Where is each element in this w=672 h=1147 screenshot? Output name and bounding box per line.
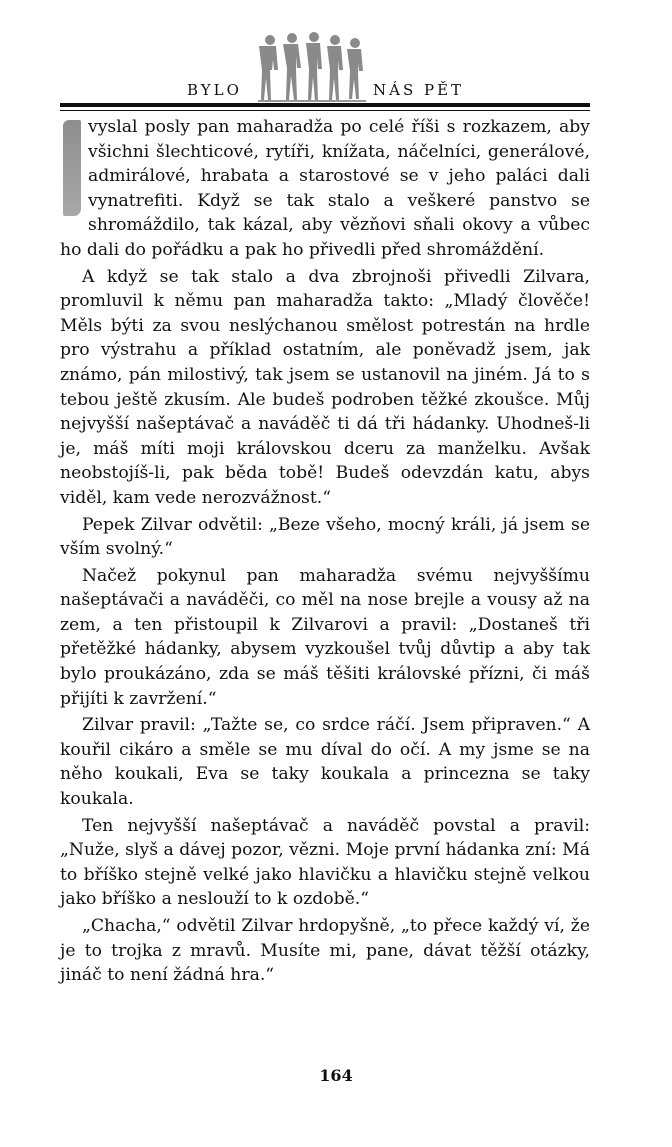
paragraph-text: vyslal posly pan maharadža po celé říši s rozkazem, aby všichni šlechticové, rytíři, knížata, náčelníci, generálové, admirálové, hrabata a starostové se v jeho paláci dali vynatrefiti. Když se tak stalo a veškeré panstvo se shromáždilo, tak kázal, aby vězňovi sňali okovy a vůbec ho dali do pořádku a pak ho přivedli před shromáždění.: [60, 117, 590, 260]
paragraph: A když se tak stalo a dva zbrojnoši přivedli Zilvara, promluvil k němu pan maharadža takto: „Mladý člověče! Měls býti za svou neslýchanou smělost potrestán na hrdle pro výstrahu a příklad ostatním, ale poněvadž jsem, jak známo, pán milostivý, tak jsem se ustanovil na jiném. Já to s tebou ještě zkusím. Ale budeš podroben těžké zkoušce. Můj nejvyšší našeptávač a naváděč ti dá tři hádanky. Uhodneš-li je, máš míti moji královskou dceru za manželku. Avšak neobstojíš-li, pak běda tobě! Budeš odevzdán katu, abys viděl, kam vede nerozvážnost.“: [60, 266, 590, 508]
paragraph: Načež pokynul pan maharadža svému nejvyššímu našeptávači a naváděči, co měl na nose brejle a vousy až na zem, a ten přistoupil k Zilvarovi a pravil: „Dostaneš tři přetěžké hádanky, abysem vyzkoušel tvůj důvtip a aby tak bylo proukázáno, zda se máš těšiti královské přízni, či máš přijíti k zavržení.“: [60, 565, 590, 709]
paragraph: „Chacha,“ odvětil Zilvar hrdopyšně, „to přece každý ví, že je to trojka z mravů. Musíte mi, pane, dávat těžší otázky, jináč to není žádná hra.“: [60, 916, 590, 986]
header-right-text: NÁS PĚT: [373, 81, 465, 99]
header-rule-thick: [60, 103, 590, 107]
body-text: [60, 115, 590, 990]
header-rule-thin: [60, 110, 590, 111]
paragraph: Ten nejvyšší našeptávač a naváděč povstal a pravil: „Nuže, slyš a dávej pozor, vězni. Moje první hádanka zní: Má to bříško stejně velké jako hlavičku a hlavičku stejně velkou jako bříško a neslouží to k ozdobě.“: [60, 815, 590, 910]
paragraph: Zilvar pravil: „Tažte se, co srdce ráčí. Jsem připraven.“ A kouřil cikáro a směle se mu díval do očí. A my jsme se na něho koukali, Eva se taky koukala a princezna se taky koukala.: [60, 715, 590, 810]
running-header: [60, 28, 590, 112]
page-number: 164: [319, 1066, 353, 1085]
paragraph: Pepek Zilvar odvětil: „Beze všeho, mocný králi, já jsem se vším svolný.“: [60, 514, 590, 560]
header-left-text: BYLO: [187, 81, 242, 99]
paragraph: [60, 115, 590, 263]
five-boys-silhouette-icon: [256, 28, 368, 104]
drop-cap-space: [60, 115, 88, 215]
